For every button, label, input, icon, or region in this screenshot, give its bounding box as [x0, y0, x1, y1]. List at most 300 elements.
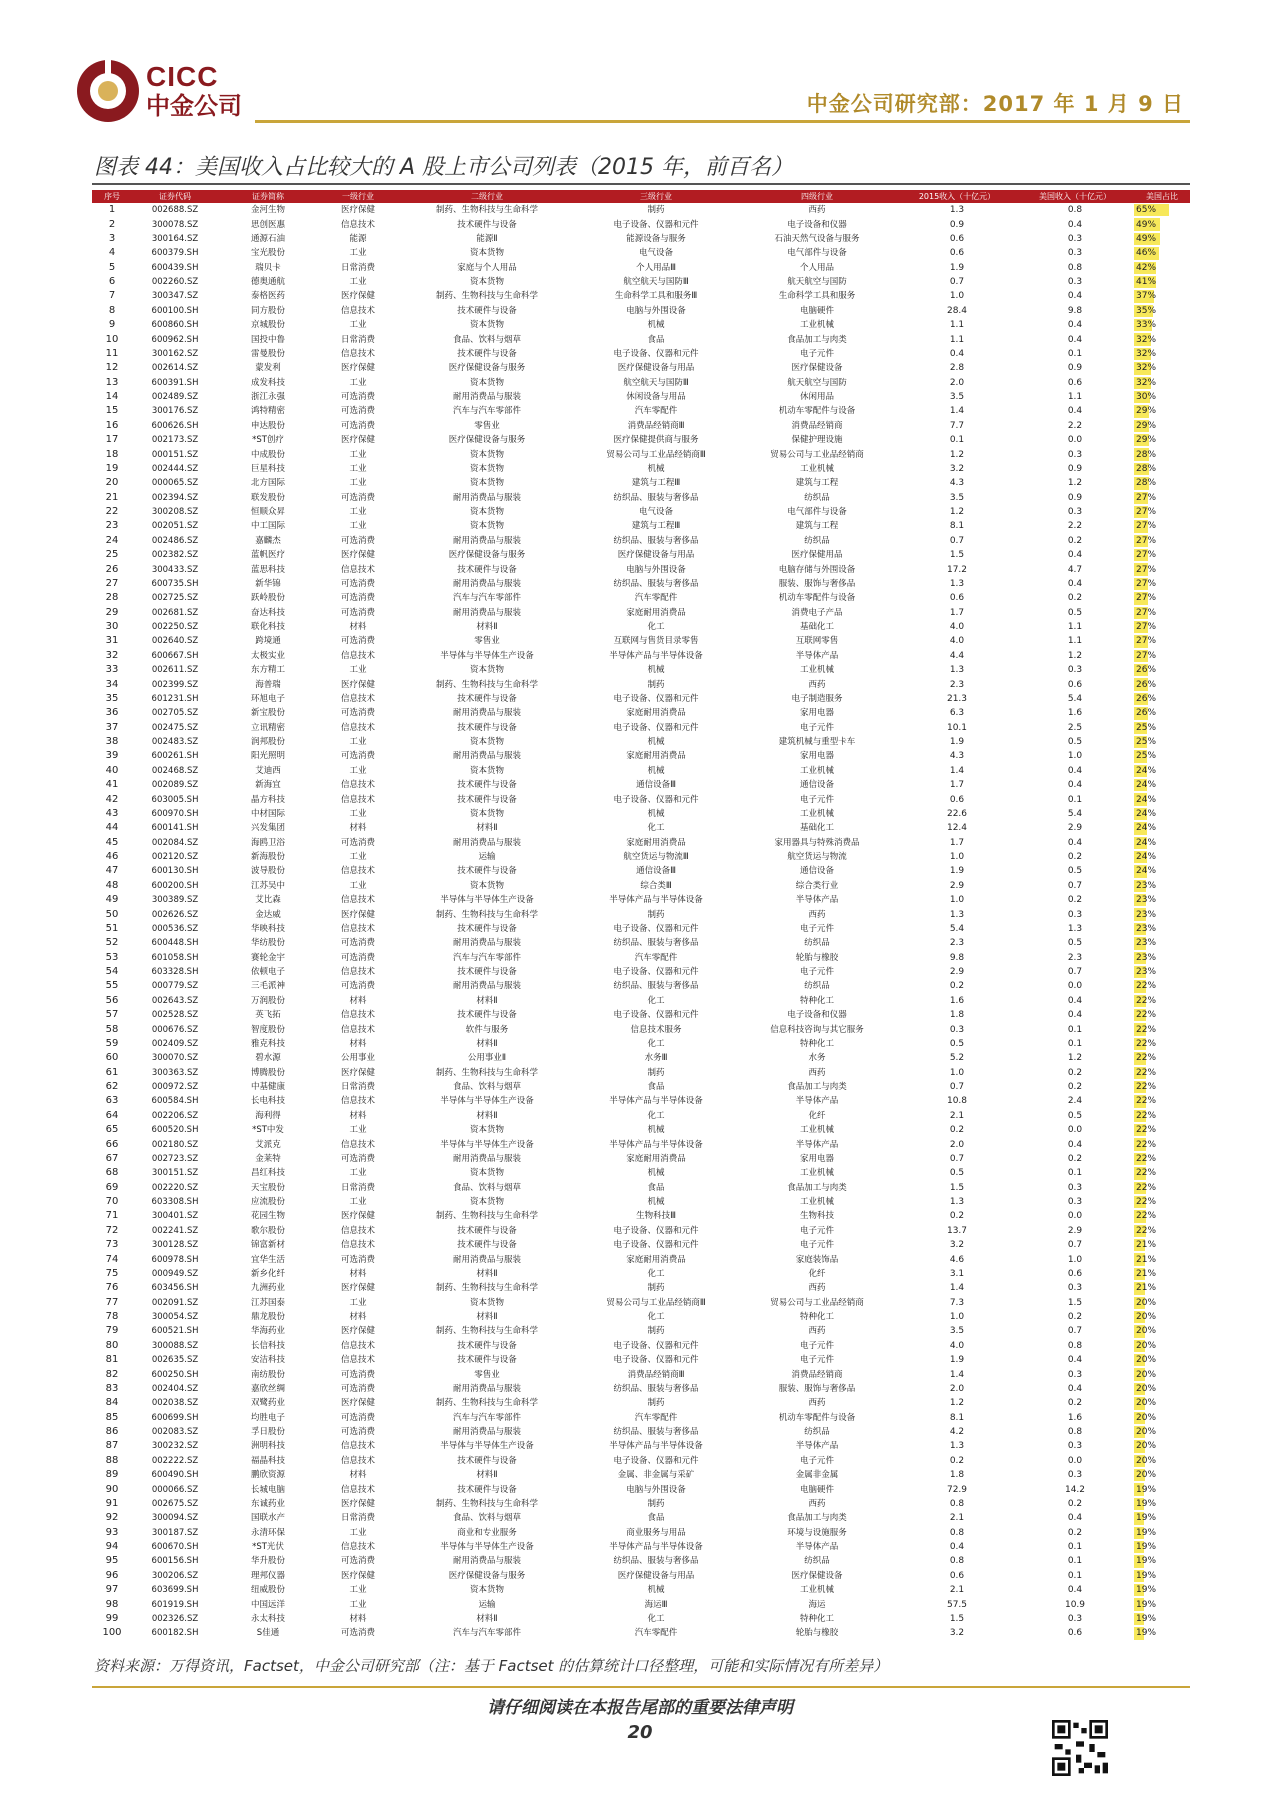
- table-cell: 工业: [349, 521, 367, 532]
- us-share-cell: [1134, 548, 1190, 562]
- table-cell: 2.8: [949, 363, 965, 374]
- table-cell: 材料: [349, 1312, 367, 1323]
- table-cell: 000676.SZ: [151, 1024, 199, 1035]
- table-cell: 4.0: [949, 622, 965, 633]
- table-cell: 工业: [349, 377, 367, 388]
- column-header: 美国收入（十亿元）: [1016, 190, 1134, 203]
- table-cell: 西药: [808, 1067, 826, 1078]
- table-cell: 0.6: [1067, 679, 1083, 690]
- table-cell: 家庭耐用消费品: [626, 837, 686, 848]
- table-cell: 600490.SH: [151, 1470, 199, 1481]
- table-cell: 日常消费: [340, 1182, 375, 1193]
- us-share-cell: [1134, 1597, 1190, 1611]
- table-cell: 半导体产品与半导体设备: [609, 1096, 703, 1107]
- table-cell: 58: [105, 1023, 119, 1035]
- table-cell: 信息技术: [340, 1096, 375, 1107]
- table-cell: 福晶科技: [250, 1455, 285, 1466]
- table-cell: 服装、服饰与奢侈品: [778, 1383, 856, 1394]
- table-cell: 0.4: [949, 1542, 965, 1553]
- table-cell: 医疗保健: [340, 1067, 375, 1078]
- table-cell: 8: [108, 304, 116, 316]
- table-row: [92, 361, 1190, 375]
- table-cell: 材料Ⅱ: [476, 1268, 498, 1279]
- table-cell: 62: [105, 1081, 119, 1093]
- us-share-value: 29%: [1136, 406, 1157, 417]
- column-header: 证券代码: [132, 190, 218, 203]
- us-share-value: 26%: [1136, 708, 1157, 719]
- table-cell: 电子元件: [799, 348, 834, 359]
- table-cell: 1.3: [949, 1441, 965, 1452]
- us-share-value: 22%: [1136, 1153, 1157, 1164]
- table-cell: 0.4: [1067, 219, 1083, 230]
- table-row: [92, 821, 1190, 835]
- table-cell: 000779.SZ: [151, 981, 199, 992]
- table-cell: 44: [105, 822, 119, 834]
- table-cell: 002394.SZ: [151, 492, 199, 503]
- table-cell: 72: [105, 1224, 119, 1236]
- table-cell: 42: [105, 793, 119, 805]
- us-share-cell: [1134, 792, 1190, 806]
- table-cell: 002038.SZ: [151, 1398, 199, 1409]
- us-share-value: 22%: [1136, 981, 1157, 992]
- table-row: [92, 1439, 1190, 1453]
- us-share-cell: [1134, 1425, 1190, 1439]
- table-cell: 通信设备: [799, 866, 834, 877]
- table-cell: 002675.SZ: [151, 1498, 199, 1509]
- us-share-value: 20%: [1136, 1470, 1157, 1481]
- us-share-value: 49%: [1136, 219, 1157, 230]
- table-cell: 0.4: [1067, 1139, 1083, 1150]
- table-row: [92, 203, 1190, 217]
- us-share-cell: [1134, 1152, 1190, 1166]
- column-header: 四级行业: [736, 190, 898, 203]
- table-cell: 0.2: [949, 1211, 965, 1222]
- table-cell: 54: [105, 966, 119, 978]
- table-row: [92, 951, 1190, 965]
- table-cell: 7: [108, 290, 116, 302]
- table-cell: 24: [105, 534, 119, 546]
- table-cell: 1.0: [949, 1067, 965, 1078]
- table-cell: 可选消费: [340, 406, 375, 417]
- table-cell: 工业: [349, 852, 367, 863]
- table-cell: 2.0: [949, 1383, 965, 1394]
- table-cell: 化纤: [808, 1268, 826, 1279]
- table-cell: 艾迪西: [255, 765, 281, 776]
- table-cell: 医疗保健: [340, 1211, 375, 1222]
- table-cell: 10.8: [946, 1096, 968, 1107]
- table-cell: 半导体产品: [795, 650, 839, 661]
- table-cell: 0.4: [1067, 1585, 1083, 1596]
- table-row: [92, 1051, 1190, 1065]
- table-cell: 汽车零配件: [634, 406, 678, 417]
- table-cell: 技术硬件与设备: [457, 1484, 517, 1495]
- table-cell: 002681.SZ: [151, 607, 199, 618]
- us-share-cell: [1134, 764, 1190, 778]
- table-cell: 96: [105, 1569, 119, 1581]
- table-cell: 10: [105, 333, 119, 345]
- table-cell: 可选消费: [340, 1153, 375, 1164]
- table-cell: 赛轮金宇: [250, 952, 285, 963]
- table-cell: 002635.SZ: [151, 1355, 199, 1366]
- us-share-value: 25%: [1136, 722, 1157, 733]
- us-share-value: 19%: [1136, 1628, 1157, 1639]
- table-cell: 西药: [808, 1398, 826, 1409]
- table-cell: 0.1: [1067, 1570, 1083, 1581]
- us-share-value: 19%: [1136, 1556, 1157, 1567]
- report-date: 中金公司研究部：2017 年 1 月 9 日: [806, 92, 1184, 116]
- table-cell: 300347.SZ: [151, 291, 199, 302]
- table-row: [92, 721, 1190, 735]
- table-cell: 新乡化纤: [250, 1268, 285, 1279]
- table-cell: 西药: [808, 909, 826, 920]
- table-cell: 机动车零配件与设备: [778, 593, 856, 604]
- table-cell: 零售业: [474, 420, 500, 431]
- table-cell: 互联网零售: [795, 636, 839, 647]
- table-cell: 工业: [349, 1527, 367, 1538]
- table-cell: 603328.SH: [151, 967, 199, 978]
- table-cell: 0.0: [1067, 1211, 1083, 1222]
- table-cell: 纺织品、服装与奢侈品: [613, 1427, 699, 1438]
- column-header: 美国占比: [1134, 190, 1190, 203]
- table-cell: 中国远洋: [250, 1599, 285, 1610]
- us-share-value: 23%: [1136, 923, 1157, 934]
- table-cell: 21.3: [946, 693, 968, 704]
- table-cell: 家庭装饰品: [795, 1254, 839, 1265]
- table-cell: 1.3: [949, 665, 965, 676]
- table-cell: 工业机械: [799, 665, 834, 676]
- table-cell: 机械: [647, 737, 665, 748]
- table-cell: 技术硬件与设备: [457, 305, 517, 316]
- table-cell: 600962.SH: [151, 334, 199, 345]
- table-cell: 6: [108, 276, 116, 288]
- table-cell: 宝光股份: [250, 248, 285, 259]
- table-cell: 电脑与外围设备: [626, 305, 686, 316]
- table-cell: 300401.SZ: [151, 1211, 199, 1222]
- table-cell: 60: [105, 1052, 119, 1064]
- table-cell: 化工: [647, 1110, 665, 1121]
- table-cell: 4.4: [949, 650, 965, 661]
- us-share-value: 22%: [1136, 1182, 1157, 1193]
- table-cell: 1.7: [949, 607, 965, 618]
- table-cell: 材料: [349, 622, 367, 633]
- table-cell: 资本货物: [469, 1585, 504, 1596]
- table-cell: 40: [105, 764, 119, 776]
- table-cell: 1.2: [1067, 1053, 1083, 1064]
- table-cell: 可选消费: [340, 392, 375, 403]
- us-share-cell: [1134, 979, 1190, 993]
- table-cell: 通信设备Ⅲ: [636, 866, 676, 877]
- table-cell: 个人用品: [799, 262, 834, 273]
- table-cell: 博腾股份: [250, 1067, 285, 1078]
- table-row: [92, 519, 1190, 533]
- table-cell: 0.6: [1067, 377, 1083, 388]
- table-cell: 嘉欣丝绸: [250, 1383, 285, 1394]
- source-note: 资料来源：万得资讯，Factset，中金公司研究部（注：基于 Factset 的估算统计口径整理，可能和实际情况有所差异）: [94, 1657, 889, 1675]
- table-cell: 贸易公司与工业品经销商: [770, 1297, 864, 1308]
- table-cell: 航天航空与国防: [787, 377, 847, 388]
- table-row: [92, 1152, 1190, 1166]
- table-cell: 商业服务与用品: [626, 1527, 686, 1538]
- us-share-value: 24%: [1136, 765, 1157, 776]
- table-cell: 工业: [349, 880, 367, 891]
- table-cell: 巨星科技: [250, 463, 285, 474]
- table-cell: 化纤: [808, 1110, 826, 1121]
- us-share-cell: [1134, 807, 1190, 821]
- table-cell: 1.7: [949, 837, 965, 848]
- us-share-cell: [1134, 1497, 1190, 1511]
- us-share-value: 28%: [1136, 463, 1157, 474]
- table-cell: 300176.SZ: [151, 406, 199, 417]
- table-cell: 制药、生物科技与生命科学: [435, 291, 538, 302]
- table-cell: 耐用消费品与服装: [452, 1427, 521, 1438]
- table-cell: 蒙发利: [255, 363, 281, 374]
- table-row: [92, 1396, 1190, 1410]
- table-cell: 300187.SZ: [151, 1527, 199, 1538]
- table-row: [92, 836, 1190, 850]
- table-cell: 48: [105, 879, 119, 891]
- us-share-cell: [1134, 562, 1190, 576]
- us-share-cell: [1134, 706, 1190, 720]
- table-cell: 0.9: [1067, 363, 1083, 374]
- us-share-cell: [1134, 1526, 1190, 1540]
- table-cell: 002206.SZ: [151, 1110, 199, 1121]
- table-cell: 九洲药业: [250, 1283, 285, 1294]
- table-cell: 1.6: [1067, 1412, 1083, 1423]
- table-cell: 信息技术: [340, 923, 375, 934]
- table-cell: 食品加工与肉类: [787, 334, 847, 345]
- us-share-cell: [1134, 1224, 1190, 1238]
- table-cell: 环旭电子: [250, 693, 285, 704]
- table-cell: 耐用消费品与服装: [452, 751, 521, 762]
- table-cell: 信息技术: [340, 650, 375, 661]
- table-cell: 半导体与半导体生产设备: [440, 1441, 534, 1452]
- table-cell: 汽车与汽车零部件: [452, 1412, 521, 1423]
- us-share-cell: [1134, 519, 1190, 533]
- table-cell: 2.9: [1067, 823, 1083, 834]
- table-cell: 72.9: [946, 1484, 968, 1495]
- table-cell: 002483.SZ: [151, 737, 199, 748]
- table-cell: 制药: [647, 1283, 665, 1294]
- table-cell: 应流股份: [250, 1197, 285, 1208]
- table-cell: 61: [105, 1066, 119, 1078]
- table-cell: 0.6: [949, 1570, 965, 1581]
- table-cell: 资本货物: [469, 665, 504, 676]
- table-cell: 信息技术: [340, 348, 375, 359]
- data-table: [92, 190, 1190, 1641]
- us-share-cell: [1134, 462, 1190, 476]
- table-cell: 工业: [349, 277, 367, 288]
- table-cell: 92: [105, 1512, 119, 1524]
- us-share-cell: [1134, 1468, 1190, 1482]
- table-cell: 94: [105, 1541, 119, 1553]
- table-cell: 1.4: [949, 765, 965, 776]
- table-cell: 航空货运与物流Ⅲ: [623, 852, 689, 863]
- us-share-value: 25%: [1136, 751, 1157, 762]
- table-cell: 个人用品Ⅲ: [636, 262, 676, 273]
- table-cell: 医疗保健设备与服务: [448, 435, 526, 446]
- table-cell: 耐用消费品与服装: [452, 938, 521, 949]
- table-cell: 资本货物: [469, 277, 504, 288]
- table-cell: 电子设备、仪器和元件: [613, 1355, 699, 1366]
- us-share-cell: [1134, 347, 1190, 361]
- table-row: [92, 1626, 1190, 1640]
- us-share-value: 19%: [1136, 1570, 1157, 1581]
- table-cell: 基础化工: [799, 622, 834, 633]
- table-cell: 电子设备和仪器: [787, 1010, 847, 1021]
- table-cell: 300151.SZ: [151, 1168, 199, 1179]
- table-row: [92, 1583, 1190, 1597]
- table-row: [92, 318, 1190, 332]
- header-divider: [255, 120, 1190, 123]
- table-cell: 9.8: [1067, 305, 1083, 316]
- us-share-value: 24%: [1136, 837, 1157, 848]
- us-share-value: 32%: [1136, 377, 1157, 388]
- table-cell: 医疗保健: [340, 550, 375, 561]
- table-cell: 35: [105, 692, 119, 704]
- table-cell: 北方国际: [250, 478, 285, 489]
- table-cell: 300094.SZ: [151, 1513, 199, 1524]
- table-cell: 金莱特: [255, 1153, 281, 1164]
- table-cell: 0.1: [1067, 1542, 1083, 1553]
- table-cell: 机动车零配件与设备: [778, 406, 856, 417]
- us-share-value: 27%: [1136, 622, 1157, 633]
- table-cell: 0.3: [1067, 233, 1083, 244]
- table-cell: 技术硬件与设备: [457, 1340, 517, 1351]
- table-cell: 002051.SZ: [151, 521, 199, 532]
- table-row: [92, 1569, 1190, 1583]
- table-cell: 日常消费: [340, 334, 375, 345]
- table-cell: 纽威股份: [250, 1585, 285, 1596]
- table-cell: 艾派克: [255, 1139, 281, 1150]
- table-cell: 002382.SZ: [151, 550, 199, 561]
- table-cell: 电子元件: [799, 794, 834, 805]
- table-cell: 3.1: [949, 1268, 965, 1279]
- us-share-value: 22%: [1136, 1211, 1157, 1222]
- us-share-cell: [1134, 1439, 1190, 1453]
- table-cell: 14.2: [1064, 1484, 1086, 1495]
- table-cell: 材料Ⅱ: [476, 1038, 498, 1049]
- table-cell: 资本货物: [469, 1197, 504, 1208]
- table-cell: 休闲设备与用品: [626, 392, 686, 403]
- table-cell: 可选消费: [340, 636, 375, 647]
- table-cell: 0.5: [1067, 1110, 1083, 1121]
- table-cell: 食品: [647, 1513, 665, 1524]
- table-row: [92, 577, 1190, 591]
- table-row: [92, 1209, 1190, 1223]
- table-cell: 7.7: [949, 420, 965, 431]
- table-cell: 78: [105, 1311, 119, 1323]
- table-cell: 70: [105, 1196, 119, 1208]
- table-cell: 45: [105, 836, 119, 848]
- table-cell: 奋达科技: [250, 607, 285, 618]
- table-cell: 医疗保健设备: [791, 363, 843, 374]
- table-cell: 59: [105, 1037, 119, 1049]
- table-cell: 0.3: [1067, 1369, 1083, 1380]
- table-cell: 机械: [647, 463, 665, 474]
- us-share-cell: [1134, 1454, 1190, 1468]
- table-cell: 医疗保健设备与用品: [617, 1570, 695, 1581]
- us-share-value: 32%: [1136, 334, 1157, 345]
- table-cell: 制药、生物科技与生命科学: [435, 1211, 538, 1222]
- table-cell: 信息技术: [340, 219, 375, 230]
- table-cell: 化工: [647, 1038, 665, 1049]
- table-cell: 89: [105, 1469, 119, 1481]
- table-cell: 消费品经销商Ⅲ: [627, 420, 685, 431]
- table-cell: 1.1: [949, 320, 965, 331]
- us-share-value: 25%: [1136, 737, 1157, 748]
- table-cell: 0.4: [1067, 320, 1083, 331]
- table-cell: 耐用消费品与服装: [452, 1556, 521, 1567]
- table-cell: 600521.SH: [151, 1326, 199, 1337]
- table-cell: 83: [105, 1382, 119, 1394]
- table-cell: 0.2: [949, 1125, 965, 1136]
- table-row: [92, 476, 1190, 490]
- table-row: [92, 289, 1190, 303]
- table-cell: 87: [105, 1440, 119, 1452]
- table-row: [92, 1008, 1190, 1022]
- table-cell: 0.8: [1067, 1427, 1083, 1438]
- table-cell: 半导体与半导体生产设备: [440, 1096, 534, 1107]
- table-cell: 建筑与工程Ⅲ: [631, 521, 681, 532]
- table-cell: 002404.SZ: [151, 1383, 199, 1394]
- us-share-value: 19%: [1136, 1599, 1157, 1610]
- table-cell: 纺织品: [804, 1427, 830, 1438]
- us-share-cell: [1134, 1195, 1190, 1209]
- table-cell: 汽车与汽车零部件: [452, 406, 521, 417]
- table-cell: 立讯精密: [250, 722, 285, 733]
- us-share-cell: [1134, 1137, 1190, 1151]
- us-share-cell: [1134, 850, 1190, 864]
- us-share-cell: [1134, 1051, 1190, 1065]
- table-cell: 002528.SZ: [151, 1010, 199, 1021]
- table-cell: 制药、生物科技与生命科学: [435, 1398, 538, 1409]
- us-share-value: 21%: [1136, 1240, 1157, 1251]
- table-cell: 30: [105, 621, 119, 633]
- table-cell: 蓝帆医疗: [250, 550, 285, 561]
- table-cell: 电子设备、仪器和元件: [613, 1340, 699, 1351]
- table-cell: 半导体产品与半导体设备: [609, 650, 703, 661]
- table-cell: 1.9: [949, 262, 965, 273]
- table-row: [92, 462, 1190, 476]
- table-cell: 36: [105, 707, 119, 719]
- table-cell: 603005.SH: [151, 794, 199, 805]
- table-cell: 可选消费: [340, 837, 375, 848]
- table-cell: 汽车零配件: [634, 1412, 678, 1423]
- table-cell: 1.0: [1067, 751, 1083, 762]
- us-share-value: 22%: [1136, 1010, 1157, 1021]
- us-share-value: 22%: [1136, 1082, 1157, 1093]
- table-cell: 8.1: [949, 521, 965, 532]
- table-cell: 跃岭股份: [250, 593, 285, 604]
- table-cell: 耐用消费品与服装: [452, 492, 521, 503]
- column-header: 一级行业: [318, 190, 398, 203]
- table-row: [92, 893, 1190, 907]
- table-cell: 0.4: [1067, 765, 1083, 776]
- table-cell: 002089.SZ: [151, 780, 199, 791]
- table-cell: 轮胎与橡胶: [795, 952, 839, 963]
- us-share-value: 22%: [1136, 1067, 1157, 1078]
- table-cell: 通信设备Ⅲ: [636, 780, 676, 791]
- table-cell: 家庭耐用消费品: [626, 1254, 686, 1265]
- table-cell: 002173.SZ: [151, 435, 199, 446]
- table-cell: 2.9: [949, 967, 965, 978]
- table-cell: 0.3: [1067, 1197, 1083, 1208]
- table-cell: 2.2: [1067, 420, 1083, 431]
- table-cell: 4.3: [949, 751, 965, 762]
- us-share-cell: [1134, 1022, 1190, 1036]
- table-row: [92, 1252, 1190, 1266]
- table-cell: 纺织品: [804, 492, 830, 503]
